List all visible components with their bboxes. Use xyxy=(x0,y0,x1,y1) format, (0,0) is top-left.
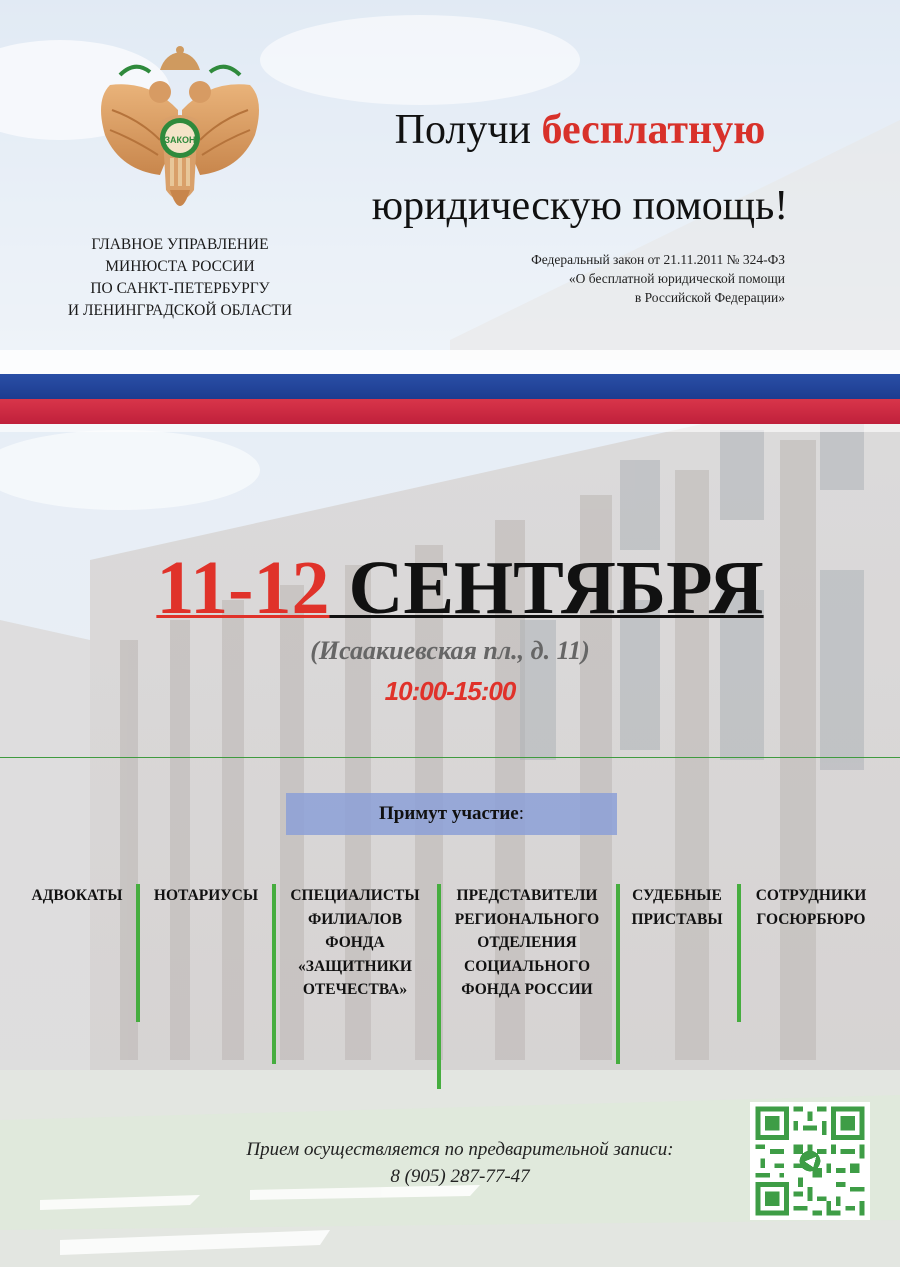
eagle-emblem-icon xyxy=(90,40,270,225)
qr-code-icon[interactable] xyxy=(750,1102,870,1220)
organization-line: ПО САНКТ-ПЕТЕРБУРГУ xyxy=(90,280,270,297)
participant-line: АДВОКАТЫ xyxy=(31,887,123,904)
green-divider xyxy=(0,757,900,758)
participant-line: «ЗАЩИТНИКИ xyxy=(298,957,412,975)
law-reference xyxy=(430,250,785,307)
participants-title xyxy=(286,803,617,825)
participant-notaries xyxy=(142,884,270,908)
participant-bailiffs xyxy=(620,884,734,931)
organization-line: И ЛЕНИНГРАДСКОЙ ОБЛАСТИ xyxy=(67,302,293,319)
participant-line: ПРЕДСТАВИТЕЛИ xyxy=(456,887,598,904)
event-days: 11-12 xyxy=(156,546,330,630)
organization-line: МИНЮСТА РОССИИ xyxy=(105,258,255,275)
participant-state-bureau xyxy=(741,884,881,931)
event-hours: 10:00-15:00 xyxy=(384,676,516,706)
booking-phone: 8 (905) 287-77-47 xyxy=(390,1166,530,1187)
flag-blue-stripe xyxy=(0,374,900,399)
participant-line: НОТАРИУСЫ xyxy=(153,887,259,904)
event-date xyxy=(80,548,840,628)
participant-line: СОЦИАЛЬНОГО xyxy=(464,957,590,975)
headline-highlight: бесплатную xyxy=(541,107,766,153)
booking-info xyxy=(180,1136,740,1190)
law-line: Федеральный закон от 21.11.2011 № 324-ФЗ xyxy=(531,252,785,267)
event-month: СЕНТЯБРЯ xyxy=(329,546,764,630)
participant-line: СУДЕБНЫЕ xyxy=(632,887,722,904)
participant-separator xyxy=(136,884,140,1022)
booking-note: Прием осуществляется по предварительной записи: xyxy=(246,1139,674,1160)
organization-name xyxy=(60,234,300,322)
russian-flag-stripes xyxy=(0,374,900,424)
participant-line: ПРИСТАВЫ xyxy=(631,910,723,928)
law-line: «О бесплатной юридической помощи xyxy=(568,271,785,286)
headline-prefix: Получи xyxy=(394,107,542,153)
participant-line: СОТРУДНИКИ xyxy=(755,887,867,904)
participant-line: РЕГИОНАЛЬНОГО xyxy=(454,910,600,928)
participant-defenders-fund xyxy=(277,884,433,1002)
participant-line: ОТЕЧЕСТВА» xyxy=(302,981,408,998)
participant-line: ФИЛИАЛОВ xyxy=(307,910,403,928)
law-line: в Российской Федерации» xyxy=(634,290,785,305)
flag-red-stripe xyxy=(0,399,900,424)
participant-line: ГОСЮРБЮРО xyxy=(756,910,866,928)
participant-separator xyxy=(272,884,276,1064)
headline-line-1 xyxy=(300,106,860,154)
emblem-label: ЗАКОН xyxy=(164,135,196,145)
participant-line: ОТДЕЛЕНИЯ xyxy=(477,934,577,951)
event-address: (Исаакиевская пл., д. 11) xyxy=(310,636,590,665)
headline-line-2: юридическую помощь! xyxy=(371,183,789,229)
participant-advocates xyxy=(18,884,136,908)
participant-line: СПЕЦИАЛИСТЫ xyxy=(290,887,420,904)
participants-title-text: Примут участие xyxy=(379,803,519,824)
participant-social-fund xyxy=(441,884,613,1002)
participant-line: ФОНДА xyxy=(325,934,385,951)
participant-line: ФОНДА РОССИИ xyxy=(461,981,593,998)
participants-title-colon: : xyxy=(518,803,524,824)
organization-line: ГЛАВНОЕ УПРАВЛЕНИЕ xyxy=(91,236,269,253)
